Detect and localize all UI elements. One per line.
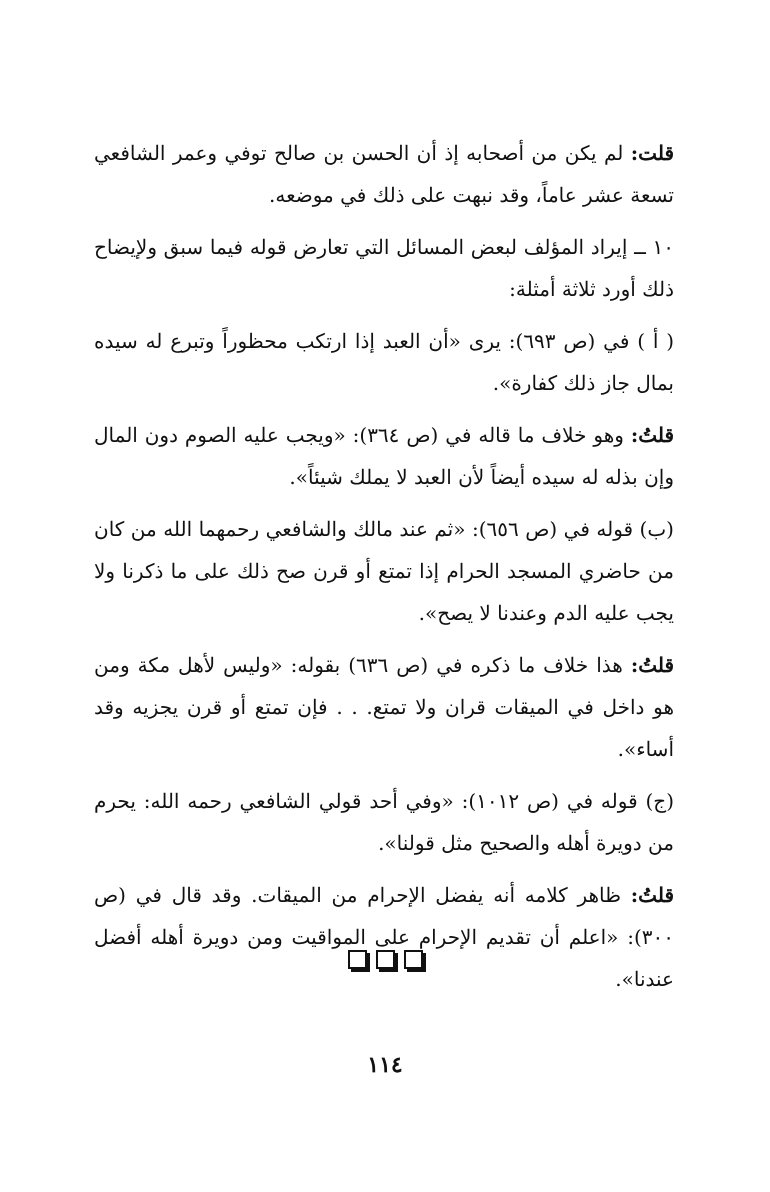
paragraph-3: ( أ ) في (ص ٦٩٣): يرى «أن العبد إذا ارتكب محظوراً وتبرع له سيده بمال جاز ذلك كفارة». <box>94 329 674 395</box>
body-text <box>94 132 674 1010</box>
paragraph-5: (ب) قوله في (ص ٦٥٦): «ثم عند مالك والشافعي رحمهما الله من كان من حاضري المسجد الحرام إذا تمتع أو قرن صح ذلك على ما ذكرنا ولا يجب عليه الدم وعندنا لا يصح». <box>94 517 674 625</box>
paragraph-2: ١٠ ــ إيراد المؤلف لبعض المسائل التي تعارض قوله فيما سبق ولإيضاح ذلك أورد ثلاثة أمثلة: <box>94 235 674 301</box>
paragraph-6: قلتُ: هذا خلاف ما ذكره في (ص ٦٣٦) بقوله: «وليس لأهل مكة ومن هو داخل في الميقات قران ولا تمتع. . . فإن تمتع أو قرن يجزيه وقد أساء». <box>94 653 675 761</box>
paragraph-7: (ج) قوله في (ص ١٠١٢): «وفي أحد قولي الشافعي رحمه الله: يحرم من دويرة أهله والصحيح مثل قولنا». <box>94 789 674 855</box>
square-ornament-icon <box>404 950 423 969</box>
page-number: ١١٤ <box>367 1052 403 1078</box>
square-ornament-icon <box>376 950 395 969</box>
paragraph-4: قلتُ: وهو خلاف ما قاله في (ص ٣٦٤): «ويجب عليه الصوم دون المال وإن بذله له سيده أيضاً لأن العبد لا يملك شيئاً». <box>94 423 675 489</box>
section-end-ornaments <box>0 950 770 969</box>
paragraph-1: قلت: لم يكن من أصحابه إذ أن الحسن بن صالح توفي وعمر الشافعي تسعة عشر عاماً، وقد نبهت على ذلك في موضعه. <box>94 141 674 207</box>
paragraph-8: قلتُ: ظاهر كلامه أنه يفضل الإحرام من الميقات. وقد قال في (ص ٣٠٠): «اعلم أن تقديم الإحرام على المواقيت ومن دويرة أهله أفضل عندنا». <box>94 883 674 991</box>
square-ornament-icon <box>348 950 367 969</box>
